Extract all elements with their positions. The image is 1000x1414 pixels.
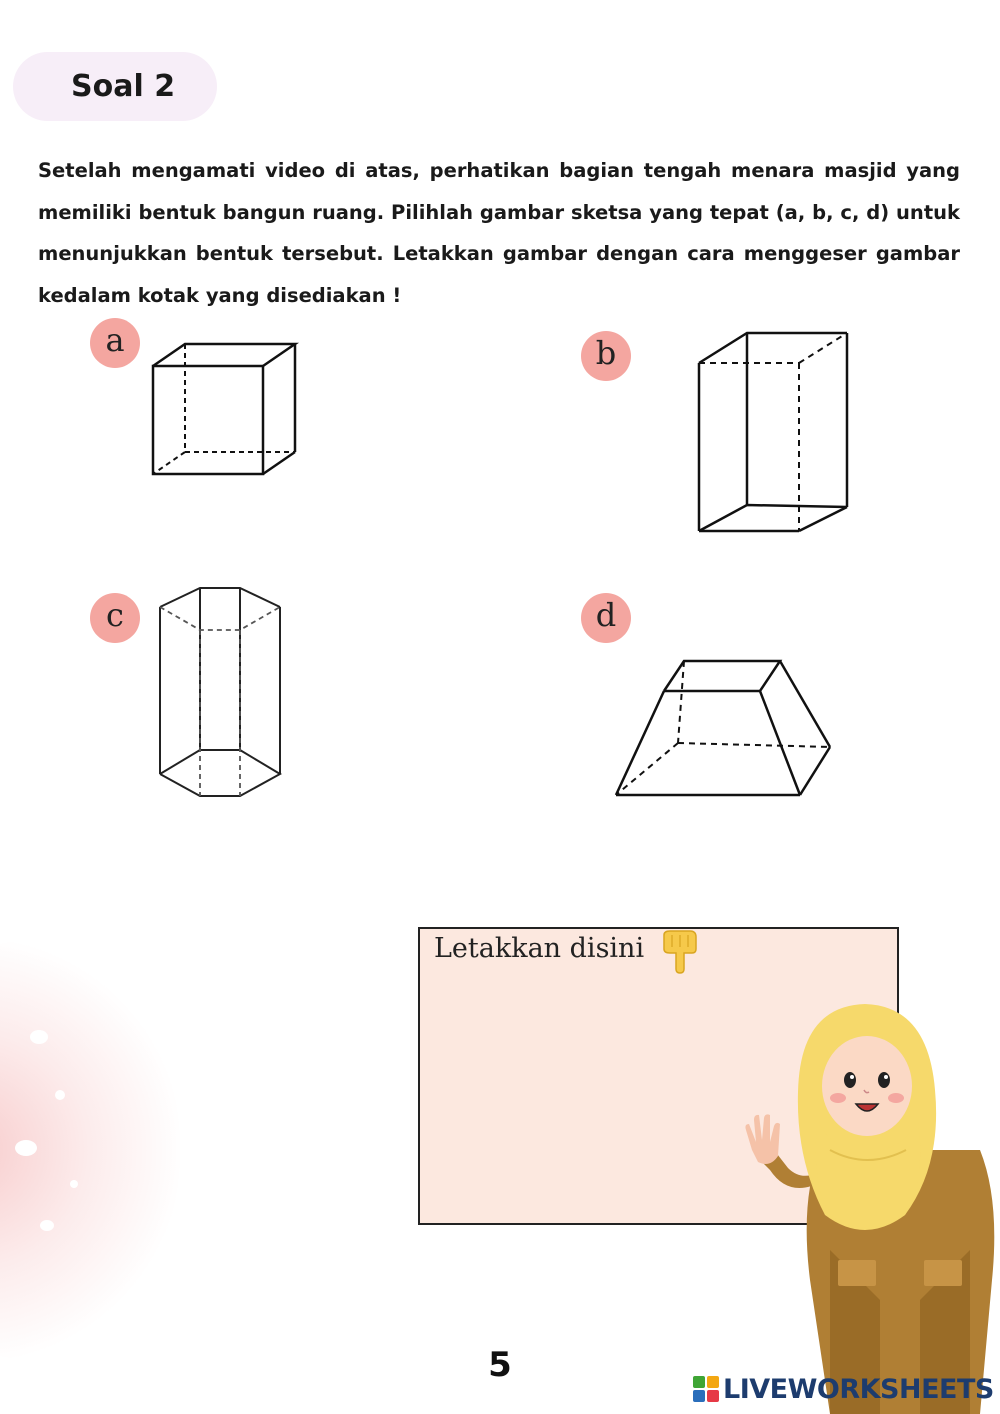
option-d-badge: d xyxy=(581,593,631,643)
decorative-splash xyxy=(0,940,180,1360)
frustum-icon xyxy=(612,655,834,801)
option-d-frustum[interactable] xyxy=(612,655,834,801)
instructions-text: Setelah mengamati video di atas, perhatikan bagian tengah menara masjid yang memiliki bentuk bangun ruang. Pilihlah gambar sketsa yang tepat (a, b, c, d) untuk menunjukkan bentuk tersebut. Letakkan gambar dengan cara menggeser gambar kedalam kotak yang disediakan ! xyxy=(38,159,960,307)
cube-icon xyxy=(145,338,305,483)
option-c-hexagonal-prism[interactable] xyxy=(155,582,285,802)
option-a-badge: a xyxy=(90,318,140,368)
page-number: 5 xyxy=(488,1345,512,1385)
drop-zone-label: Letakkan disini xyxy=(434,933,645,964)
liveworksheets-logo-icon xyxy=(693,1376,719,1402)
option-b-badge: b xyxy=(581,331,631,381)
hexagonal-prism-icon xyxy=(155,582,285,802)
brand-text: LIVEWORKSHEETS xyxy=(723,1373,994,1405)
rectangular-prism-icon xyxy=(693,327,853,537)
hand-pointing-down-icon xyxy=(658,929,702,975)
option-a-cube[interactable] xyxy=(145,338,305,483)
teacher-illustration xyxy=(730,1000,1000,1414)
question-title: Soal 2 xyxy=(13,52,217,121)
liveworksheets-brand[interactable] xyxy=(693,1372,994,1406)
option-c-badge: c xyxy=(90,593,140,643)
option-b-rectangular-prism[interactable] xyxy=(693,327,853,537)
